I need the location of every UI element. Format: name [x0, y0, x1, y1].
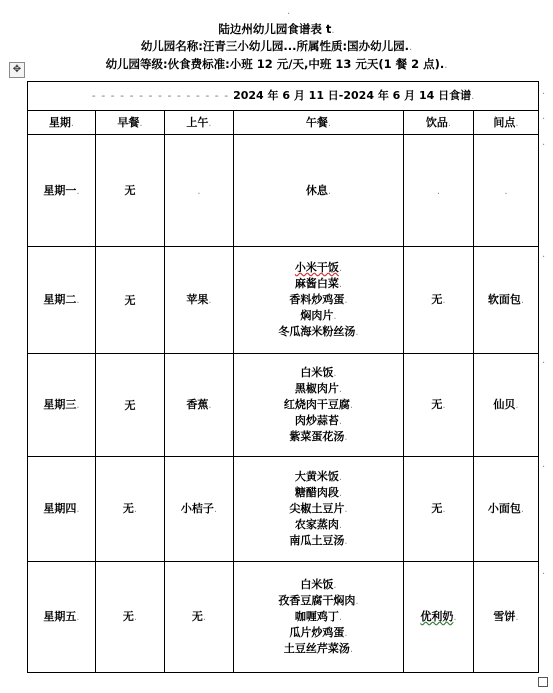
- table-row: [28, 135, 539, 247]
- day-cell: 星期一.: [28, 135, 96, 247]
- breakfast-cell: 无.: [96, 562, 165, 673]
- column-header: 星期.: [28, 111, 96, 135]
- drink-cell: .: [404, 135, 474, 247]
- column-header: 间点.: [474, 111, 539, 135]
- snack-cell: 软面包.: [474, 247, 539, 354]
- row-end-mark: .: [542, 86, 546, 97]
- page-title: [0, 22, 553, 38]
- table-title: - - - - - - - - - - - - - - - 2024 年 6 月 11 日-2024 年 6 月 14 日食谱.: [28, 82, 539, 111]
- lunch-cell: 白米饭. 孜香豆腐干焖肉. 咖喱鸡丁. 瓜片炒鸡蛋. 土豆丝芹菜汤.: [234, 562, 404, 673]
- lunch-cell: 小米干饭. 麻酱白菜. 香料炒鸡蛋. 焖肉片. 冬瓜海米粉丝汤.: [234, 247, 404, 354]
- lunch-cell: 大黄米饭. 糖醋肉段. 尖椒土豆片. 农家蒸肉. 南瓜土豆汤.: [234, 457, 404, 562]
- resize-handle-icon[interactable]: [538, 677, 548, 687]
- breakfast-cell: 无: [96, 354, 165, 457]
- row-end-mark: .: [542, 249, 546, 260]
- kindergarten-info: [0, 39, 553, 55]
- paragraph-mark: .: [287, 6, 291, 17]
- morning-cell: 无.: [165, 562, 234, 673]
- day-cell: 星期二.: [28, 247, 96, 354]
- date-range: 2024 年 6 月 11 日-2024 年 6 月 14 日食谱: [233, 89, 472, 102]
- row-end-mark: .: [542, 566, 546, 577]
- snack-cell: 雪饼.: [474, 562, 539, 673]
- breakfast-cell: 无: [96, 247, 165, 354]
- column-header: 饮品.: [404, 111, 474, 135]
- snack-cell: .: [474, 135, 539, 247]
- table-row: [28, 247, 539, 354]
- snack-cell: 小面包.: [474, 457, 539, 562]
- row-end-mark: .: [542, 137, 546, 148]
- move-icon[interactable]: ✥: [9, 62, 25, 78]
- morning-cell: .: [165, 135, 234, 247]
- paragraph-mark: .: [331, 25, 335, 36]
- table-row: [28, 562, 539, 673]
- drink-cell: 无.: [404, 354, 474, 457]
- drink-cell: 无.: [404, 457, 474, 562]
- table-row: [28, 354, 539, 457]
- day-cell: 星期三.: [28, 354, 96, 457]
- fee-standard-text: 幼儿园等级:伙食费标准:小班 12 元/天,中班 13 元天(1 餐 2 点).: [105, 57, 445, 71]
- column-header: 午餐.: [234, 111, 404, 135]
- drink-cell: 优利奶.: [404, 562, 474, 673]
- column-header: 上午.: [165, 111, 234, 135]
- paragraph-mark: .: [444, 60, 448, 71]
- row-end-mark: .: [542, 355, 546, 366]
- table-row: [28, 457, 539, 562]
- menu-table: [27, 81, 539, 673]
- lunch-cell: 休息.: [234, 135, 404, 247]
- drink-cell: 无.: [404, 247, 474, 354]
- lunch-cell: 白米饭. 黑椒肉片. 红烧肉干豆腐. 肉炒蒜苔. 紫菜蛋花汤.: [234, 354, 404, 457]
- day-cell: 星期五.: [28, 562, 96, 673]
- title-text: 陆边州幼儿园食谱表 t: [218, 22, 332, 36]
- morning-cell: 小桔子.: [165, 457, 234, 562]
- column-header: 早餐.: [96, 111, 165, 135]
- row-end-mark: .: [542, 459, 546, 470]
- breakfast-cell: 无: [96, 135, 165, 247]
- morning-cell: 香蕉.: [165, 354, 234, 457]
- row-end-mark: .: [542, 111, 546, 122]
- paragraph-mark: .: [408, 42, 413, 53]
- breakfast-cell: 无.: [96, 457, 165, 562]
- morning-cell: 苹果.: [165, 247, 234, 354]
- day-cell: 星期四.: [28, 457, 96, 562]
- kindergarten-info-text: 幼儿园名称:汪青三小幼儿园...所属性质:国办幼儿园.: [140, 39, 409, 53]
- fee-standard: [0, 57, 553, 73]
- snack-cell: 仙贝.: [474, 354, 539, 457]
- column-header-row: [28, 111, 539, 135]
